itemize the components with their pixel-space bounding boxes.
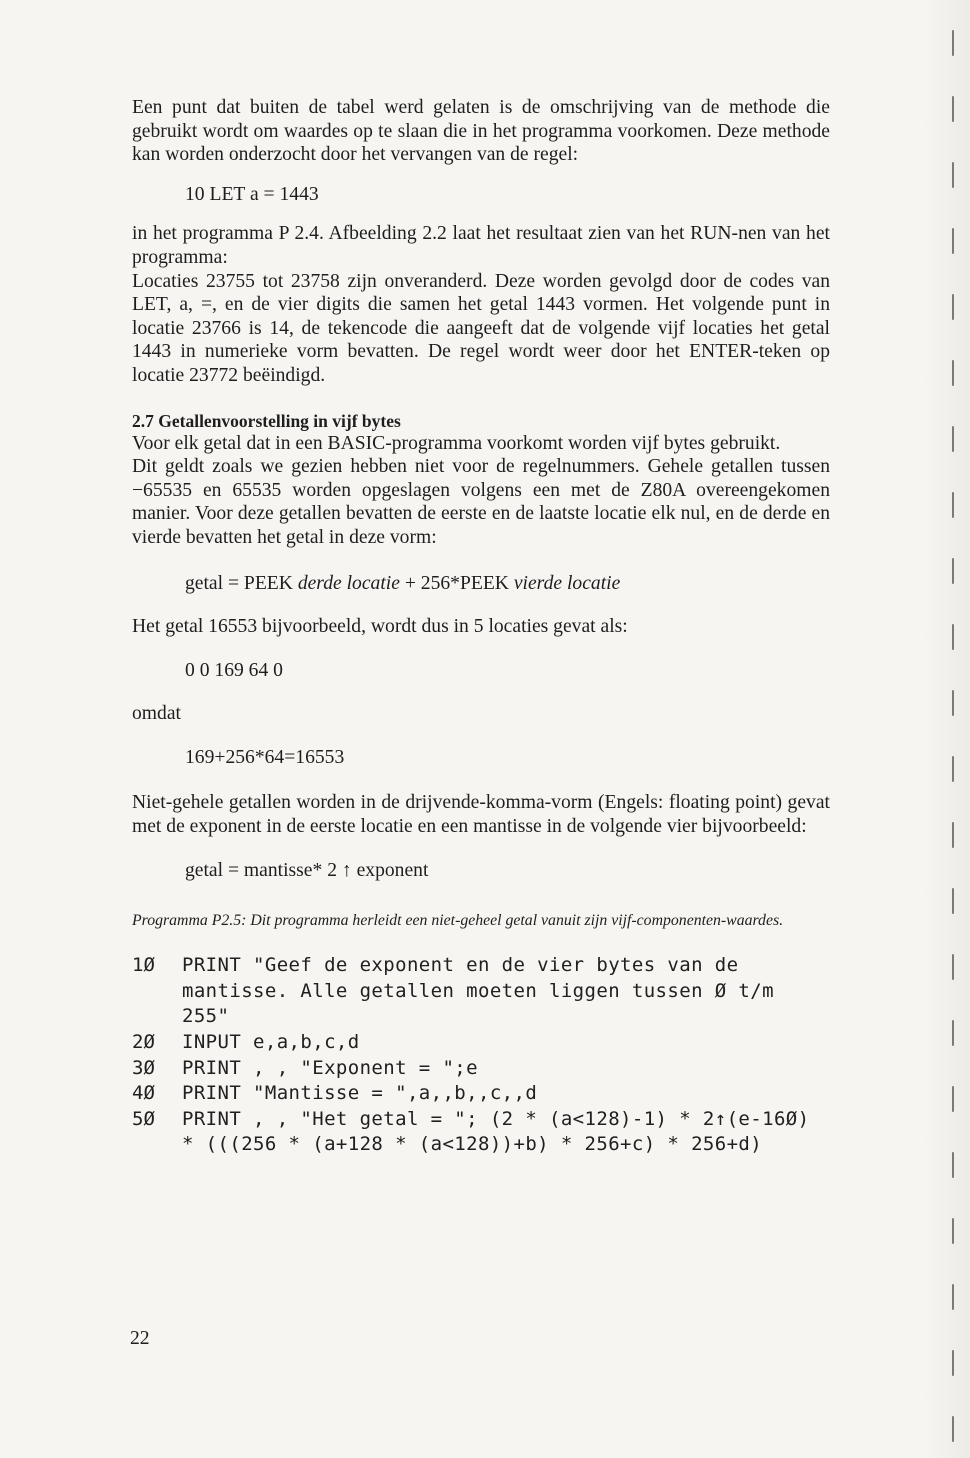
edge-mark <box>952 360 954 386</box>
edge-mark <box>952 1416 954 1442</box>
edge-mark <box>952 426 954 452</box>
edge-mark <box>952 888 954 914</box>
code-line <box>132 953 830 1030</box>
page-edge <box>924 0 970 1458</box>
edge-mark <box>952 624 954 650</box>
code-text: PRINT , , "Het getal = "; (2 * (a<128)-1) * 2↑(e-16Ø) * (((256 * (a+128 * (a<128))+b) * 256+c) * 256+d) <box>182 1107 822 1156</box>
edge-mark <box>952 822 954 848</box>
code-line <box>132 1030 830 1056</box>
edge-mark <box>952 1218 954 1244</box>
paragraph: Voor elk getal dat in een BASIC-programma voorkomt worden vijf bytes gebruikt. <box>132 432 781 454</box>
formula-mantisse: getal = mantisse* 2 ↑ exponent <box>185 859 429 881</box>
formula-bytes: 0 0 169 64 0 <box>185 659 283 681</box>
line-number: 2Ø <box>132 1031 155 1054</box>
code-text: PRINT , , "Exponent = ";e <box>182 1056 478 1079</box>
line-number: 3Ø <box>132 1056 155 1079</box>
code-text: INPUT e,a,b,c,d <box>182 1031 360 1054</box>
page-number: 22 <box>130 1328 150 1349</box>
edge-mark <box>952 228 954 254</box>
edge-mark <box>952 1284 954 1310</box>
formula-peek: getal = PEEK derde locatie + 256*PEEK vierde locatie <box>185 572 621 594</box>
edge-mark <box>952 162 954 188</box>
formula-sum: 169+256*64=16553 <box>185 746 345 768</box>
edge-mark <box>952 96 954 122</box>
paragraph: Locaties 23755 tot 23758 zijn onveranderd. Deze worden gevolgd door de codes van LET, a, =, en de vier digits die samen het getal 1443 vormen. Het volgende punt in locatie 23766 is 14, de tekencode die aangeeft dat de volgende vijf locaties het getal 1443 in numerieke vorm bevatten. De regel wordt weer door het ENTER-teken op locatie 23772 beëindigd. <box>132 270 830 386</box>
edge-mark <box>952 1350 954 1376</box>
edge-mark <box>952 30 954 56</box>
paragraph: in het programma P 2.4. Afbeelding 2.2 laat het resultaat zien van het RUN-nen van het programma: <box>132 223 830 268</box>
paragraph: omdat <box>132 703 181 725</box>
code-line <box>132 1056 830 1082</box>
paragraph: Een punt dat buiten de tabel werd gelaten is de omschrijving van de methode die gebruikt wordt om waardes op te slaan die in het programma voorkomen. Deze methode kan worden onderzocht door het vervangen van de regel: <box>132 97 830 166</box>
section-heading: 2.7 Getallenvoorstelling in vijf bytes <box>132 410 401 431</box>
code-text: PRINT "Mantisse = ",a,,b,,c,,d <box>182 1082 538 1105</box>
edge-mark <box>952 492 954 518</box>
paragraph: Dit geldt zoals we gezien hebben niet voor de regelnummers. Gehele getallen tussen −65535 en 65535 worden opgeslagen volgens een met de Z80A overeengekomen manier. Voor deze getallen bevatten de eerste en de laatste locatie elk nul, en de derde en vierde bevatten het getal in deze vorm: <box>132 456 830 548</box>
edge-mark <box>952 756 954 782</box>
edge-mark <box>952 954 954 980</box>
code-line <box>132 1107 830 1158</box>
edge-mark <box>952 690 954 716</box>
edge-mark <box>952 294 954 320</box>
paragraph: Niet-gehele getallen worden in de drijvende-komma-vorm (Engels: floating point) gevat met de exponent in de eerste locatie en een mantisse in de volgende vier bijvoorbeeld: <box>132 792 830 838</box>
program-caption: Programma P2.5: Dit programma herleidt een niet-geheel getal vanuit zijn vijf-componenten-waardes. <box>132 912 784 930</box>
program-listing <box>132 953 830 1158</box>
line-number: 4Ø <box>132 1082 155 1105</box>
page-content <box>132 96 830 1158</box>
edge-mark <box>952 1020 954 1046</box>
edge-mark <box>952 1152 954 1178</box>
line-number: 1Ø <box>132 954 155 977</box>
code-text: PRINT "Geef de exponent en de vier bytes van de mantisse. Alle getallen moeten liggen tussen Ø t/m 255" <box>182 954 786 1028</box>
formula-let: 10 LET a = 1443 <box>185 183 319 205</box>
edge-mark <box>952 1086 954 1112</box>
edge-mark <box>952 558 954 584</box>
code-line <box>132 1081 830 1107</box>
line-number: 5Ø <box>132 1107 155 1130</box>
paragraph: Het getal 16553 bijvoorbeeld, wordt dus in 5 locaties gevat als: <box>132 616 628 638</box>
